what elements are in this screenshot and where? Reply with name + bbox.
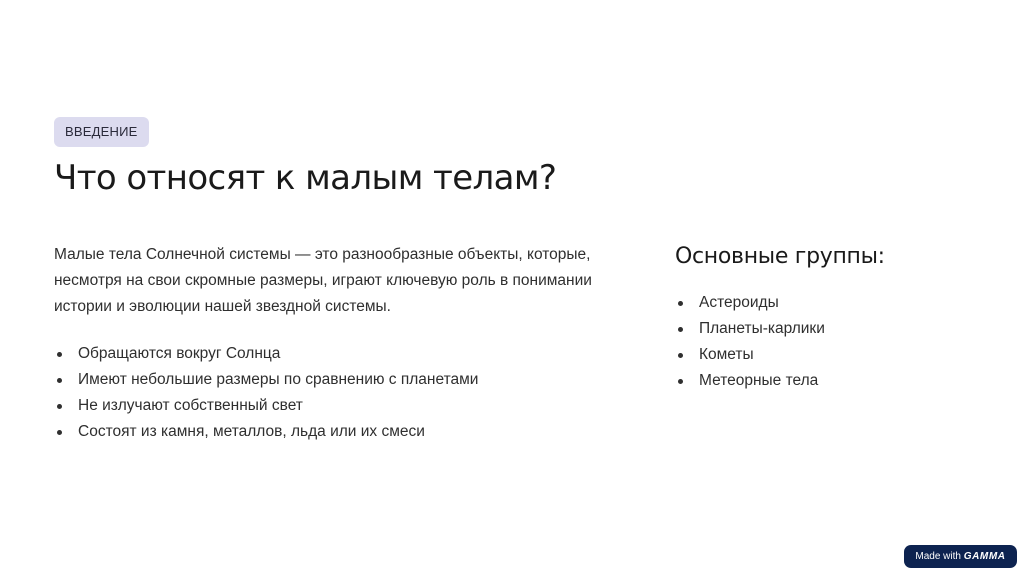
bullet-icon — [678, 301, 683, 306]
made-with-gamma-badge[interactable] — [904, 545, 1017, 568]
list-item-text: Не излучают собственный свет — [78, 397, 303, 414]
list-item-text: Планеты-карлики — [699, 320, 825, 337]
page-title: Что относят к малым телам? — [54, 158, 557, 198]
characteristics-list — [54, 341, 634, 445]
bullet-icon — [57, 430, 62, 435]
bullet-icon — [57, 404, 62, 409]
list-item — [54, 341, 634, 367]
list-item-text: Астероиды — [699, 294, 779, 311]
list-item — [54, 419, 634, 445]
bullet-icon — [678, 379, 683, 384]
list-item-text: Метеорные тела — [699, 372, 819, 389]
section-tag: ВВЕДЕНИЕ — [54, 117, 149, 147]
groups-list — [675, 290, 975, 394]
list-item-text: Обращаются вокруг Солнца — [78, 345, 281, 362]
groups-column — [675, 240, 975, 394]
list-item — [54, 367, 634, 393]
list-item — [54, 393, 634, 419]
badge-prefix: Made with — [915, 551, 961, 562]
list-item — [675, 342, 975, 368]
list-item — [675, 316, 975, 342]
bullet-icon — [57, 352, 62, 357]
list-item — [675, 368, 975, 394]
groups-heading: Основные группы: — [675, 244, 885, 269]
bullet-icon — [678, 327, 683, 332]
list-item — [675, 290, 975, 316]
intro-column — [54, 242, 634, 445]
list-item-text: Кометы — [699, 346, 754, 363]
gamma-logo: GAMMA — [963, 551, 1006, 562]
bullet-icon — [57, 378, 62, 383]
bullet-icon — [678, 353, 683, 358]
list-item-text: Состоят из камня, металлов, льда или их смеси — [78, 423, 425, 440]
list-item-text: Имеют небольшие размеры по сравнению с планетами — [78, 371, 479, 388]
intro-paragraph: Малые тела Солнечной системы — это разнообразные объекты, которые, несмотря на свои скромные размеры, играют ключевую роль в понимании истории и эволюции нашей звездной системы. — [54, 246, 592, 315]
